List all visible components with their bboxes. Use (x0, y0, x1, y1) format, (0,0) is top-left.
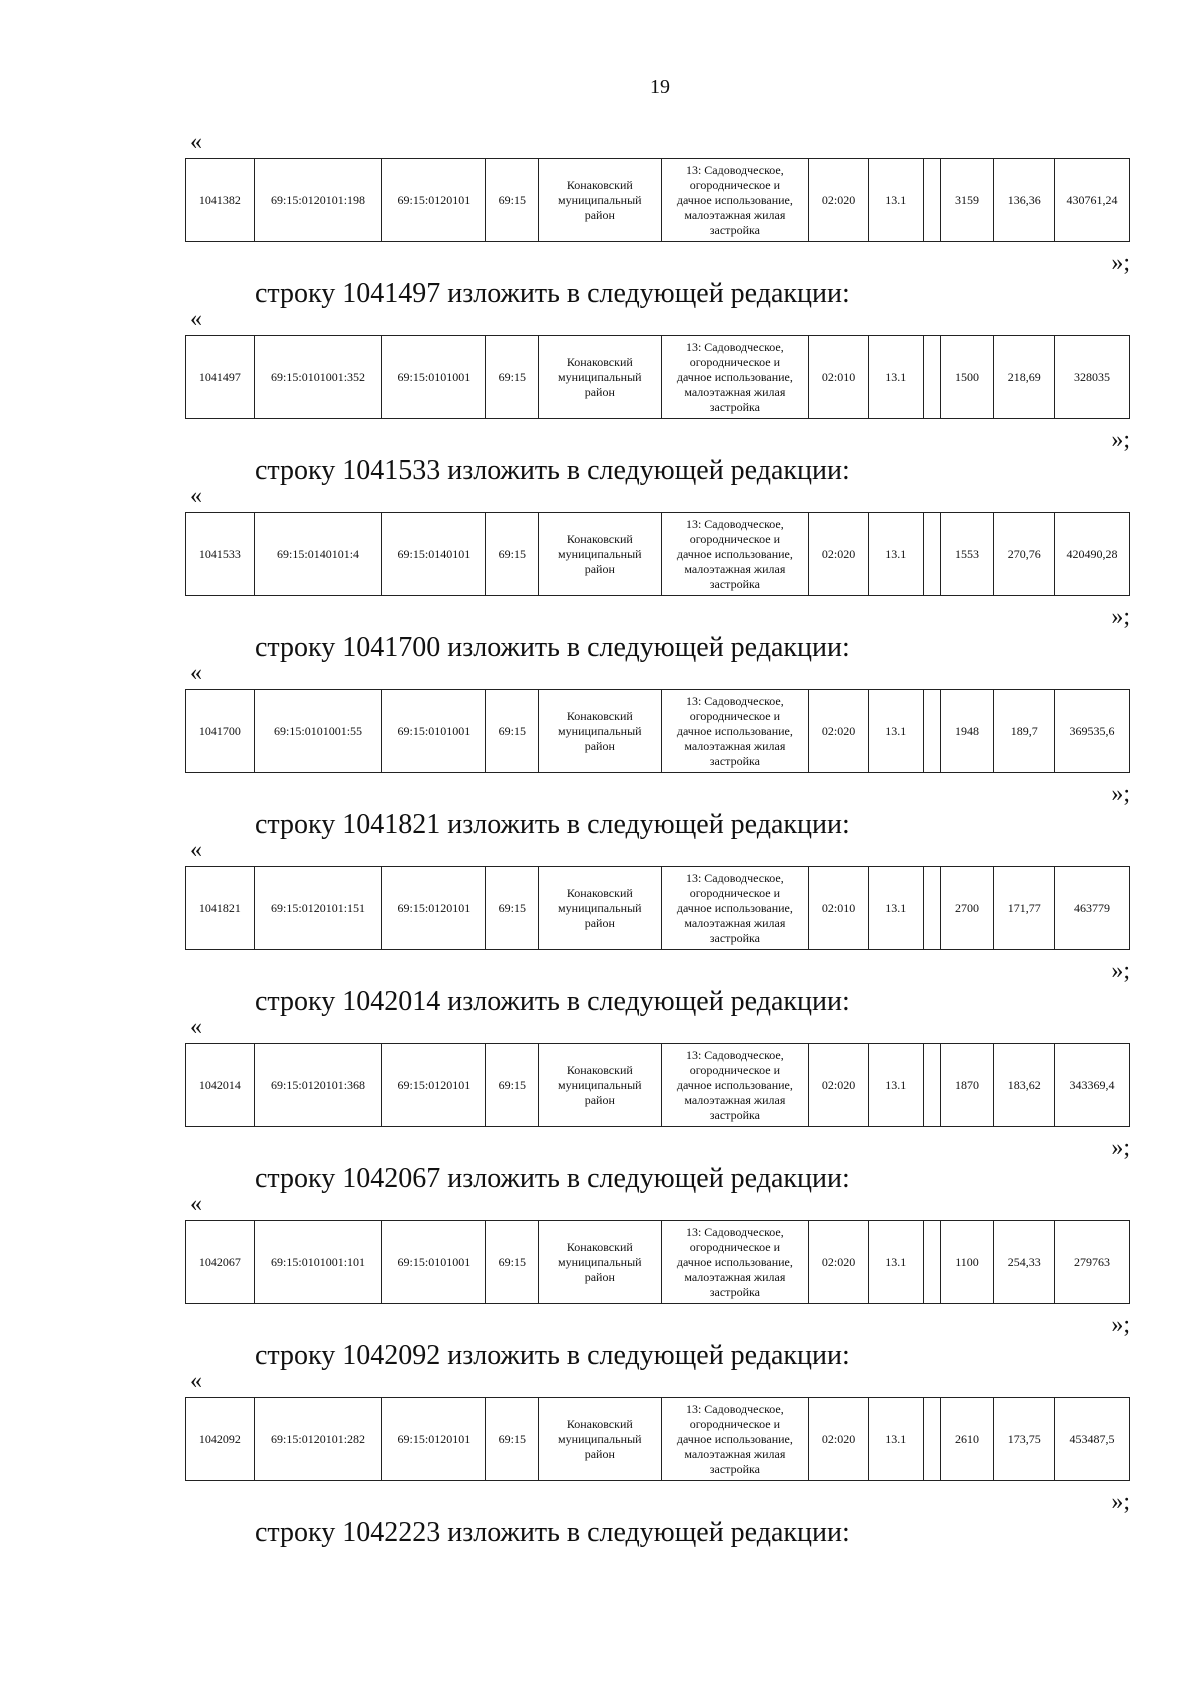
cell-land-use: 13: Садоводческое, огородническое и дачное использование, малоэтажная жилая застройка (661, 1398, 809, 1481)
cell-area: 1870 (940, 1044, 994, 1127)
cell-row-id: 1041497 (186, 336, 255, 419)
cell-row-id: 1041533 (186, 513, 255, 596)
cell-cadastral-quarter: 69:15:0120101 (382, 1044, 486, 1127)
table-row (186, 690, 1130, 773)
cell-municipality: Конаковский муниципальный район (539, 690, 661, 773)
cell-cadastral-value: 453487,5 (1055, 1398, 1130, 1481)
cell-area: 1100 (940, 1221, 994, 1304)
cell-district-code: 69:15 (486, 1221, 539, 1304)
cell-empty (923, 867, 940, 950)
amendment-block (185, 306, 1130, 486)
table-row (186, 336, 1130, 419)
instruction-text: строку 1042014 изложить в следующей редакции: (255, 986, 850, 1017)
amendment-block (185, 1368, 1130, 1548)
cell-group-code: 02:020 (809, 1398, 869, 1481)
cell-specific-value: 270,76 (994, 513, 1055, 596)
cell-cadastral-quarter: 69:15:0140101 (382, 513, 486, 596)
cell-area: 3159 (940, 159, 994, 242)
cell-group-code: 02:020 (809, 513, 869, 596)
cell-subgroup: 13.1 (868, 1221, 923, 1304)
table-row (186, 1221, 1130, 1304)
instruction-text: строку 1042067 изложить в следующей редакции: (255, 1163, 850, 1194)
cell-group-code: 02:010 (809, 867, 869, 950)
register-row-table (185, 512, 1130, 596)
register-row-table (185, 335, 1130, 419)
cell-empty (923, 690, 940, 773)
closing-quote: »; (1111, 781, 1130, 807)
cell-group-code: 02:010 (809, 336, 869, 419)
cell-empty (923, 336, 940, 419)
cell-subgroup: 13.1 (868, 1398, 923, 1481)
cell-cadastral-number: 69:15:0101001:101 (254, 1221, 381, 1304)
opening-quote: « (190, 483, 202, 509)
cell-specific-value: 173,75 (994, 1398, 1055, 1481)
cell-district-code: 69:15 (486, 1044, 539, 1127)
cell-district-code: 69:15 (486, 1398, 539, 1481)
cell-land-use: 13: Садоводческое, огородническое и дачное использование, малоэтажная жилая застройка (661, 513, 809, 596)
instruction-text: строку 1041821 изложить в следующей редакции: (255, 809, 850, 840)
cell-district-code: 69:15 (486, 159, 539, 242)
cell-cadastral-quarter: 69:15:0120101 (382, 1398, 486, 1481)
cell-area: 1553 (940, 513, 994, 596)
cell-cadastral-value: 328035 (1055, 336, 1130, 419)
cell-cadastral-quarter: 69:15:0101001 (382, 690, 486, 773)
opening-quote: « (190, 1014, 202, 1040)
cell-municipality: Конаковский муниципальный район (539, 1221, 661, 1304)
cell-land-use: 13: Садоводческое, огородническое и дачное использование, малоэтажная жилая застройка (661, 867, 809, 950)
cell-cadastral-quarter: 69:15:0101001 (382, 1221, 486, 1304)
cell-area: 2610 (940, 1398, 994, 1481)
cell-specific-value: 254,33 (994, 1221, 1055, 1304)
opening-quote: « (190, 660, 202, 686)
instruction-text: строку 1041700 изложить в следующей редакции: (255, 632, 850, 663)
amendment-block (185, 1191, 1130, 1371)
table-row (186, 159, 1130, 242)
cell-cadastral-number: 69:15:0120101:282 (254, 1398, 381, 1481)
cell-specific-value: 171,77 (994, 867, 1055, 950)
cell-subgroup: 13.1 (868, 867, 923, 950)
table-row (186, 867, 1130, 950)
closing-quote: »; (1111, 604, 1130, 630)
cell-cadastral-number: 69:15:0101001:55 (254, 690, 381, 773)
cell-group-code: 02:020 (809, 1044, 869, 1127)
cell-row-id: 1042092 (186, 1398, 255, 1481)
register-row-table (185, 158, 1130, 242)
cell-cadastral-quarter: 69:15:0101001 (382, 336, 486, 419)
cell-specific-value: 136,36 (994, 159, 1055, 242)
cell-row-id: 1041382 (186, 159, 255, 242)
amendment-block (185, 129, 1130, 309)
cell-cadastral-value: 279763 (1055, 1221, 1130, 1304)
cell-row-id: 1041700 (186, 690, 255, 773)
cell-land-use: 13: Садоводческое, огородническое и дачное использование, малоэтажная жилая застройка (661, 1044, 809, 1127)
closing-quote: »; (1111, 1135, 1130, 1161)
cell-cadastral-number: 69:15:0120101:151 (254, 867, 381, 950)
closing-quote: »; (1111, 1489, 1130, 1515)
page-number: 19 (650, 76, 670, 98)
cell-area: 1948 (940, 690, 994, 773)
cell-cadastral-value: 420490,28 (1055, 513, 1130, 596)
cell-empty (923, 1398, 940, 1481)
cell-district-code: 69:15 (486, 513, 539, 596)
cell-cadastral-number: 69:15:0140101:4 (254, 513, 381, 596)
cell-empty (923, 513, 940, 596)
instruction-text: строку 1041497 изложить в следующей редакции: (255, 278, 850, 309)
instruction-text: строку 1041533 изложить в следующей редакции: (255, 455, 850, 486)
cell-subgroup: 13.1 (868, 513, 923, 596)
opening-quote: « (190, 306, 202, 332)
instruction-text: строку 1042223 изложить в следующей редакции: (255, 1517, 850, 1548)
cell-municipality: Конаковский муниципальный район (539, 1044, 661, 1127)
cell-subgroup: 13.1 (868, 1044, 923, 1127)
cell-municipality: Конаковский муниципальный район (539, 159, 661, 242)
cell-group-code: 02:020 (809, 159, 869, 242)
cell-cadastral-value: 369535,6 (1055, 690, 1130, 773)
closing-quote: »; (1111, 958, 1130, 984)
table-row (186, 513, 1130, 596)
table-row (186, 1044, 1130, 1127)
amendment-block (185, 660, 1130, 840)
cell-cadastral-quarter: 69:15:0120101 (382, 867, 486, 950)
cell-area: 2700 (940, 867, 994, 950)
cell-specific-value: 189,7 (994, 690, 1055, 773)
cell-specific-value: 218,69 (994, 336, 1055, 419)
cell-row-id: 1041821 (186, 867, 255, 950)
register-row-table (185, 866, 1130, 950)
cell-cadastral-number: 69:15:0101001:352 (254, 336, 381, 419)
cell-empty (923, 159, 940, 242)
cell-cadastral-value: 430761,24 (1055, 159, 1130, 242)
cell-land-use: 13: Садоводческое, огородническое и дачное использование, малоэтажная жилая застройка (661, 690, 809, 773)
opening-quote: « (190, 1191, 202, 1217)
cell-subgroup: 13.1 (868, 690, 923, 773)
cell-district-code: 69:15 (486, 690, 539, 773)
cell-subgroup: 13.1 (868, 159, 923, 242)
cell-cadastral-number: 69:15:0120101:368 (254, 1044, 381, 1127)
register-row-table (185, 1220, 1130, 1304)
table-row (186, 1398, 1130, 1481)
cell-cadastral-value: 343369,4 (1055, 1044, 1130, 1127)
closing-quote: »; (1111, 250, 1130, 276)
cell-specific-value: 183,62 (994, 1044, 1055, 1127)
opening-quote: « (190, 1368, 202, 1394)
amendment-block (185, 837, 1130, 1017)
opening-quote: « (190, 837, 202, 863)
cell-municipality: Конаковский муниципальный район (539, 513, 661, 596)
register-row-table (185, 1397, 1130, 1481)
cell-municipality: Конаковский муниципальный район (539, 1398, 661, 1481)
cell-empty (923, 1221, 940, 1304)
cell-district-code: 69:15 (486, 336, 539, 419)
cell-group-code: 02:020 (809, 1221, 869, 1304)
opening-quote: « (190, 129, 202, 155)
cell-subgroup: 13.1 (868, 336, 923, 419)
closing-quote: »; (1111, 1312, 1130, 1338)
cell-row-id: 1042067 (186, 1221, 255, 1304)
cell-row-id: 1042014 (186, 1044, 255, 1127)
cell-municipality: Конаковский муниципальный район (539, 867, 661, 950)
cell-district-code: 69:15 (486, 867, 539, 950)
cell-cadastral-quarter: 69:15:0120101 (382, 159, 486, 242)
closing-quote: »; (1111, 427, 1130, 453)
register-row-table (185, 1043, 1130, 1127)
cell-land-use: 13: Садоводческое, огородническое и дачное использование, малоэтажная жилая застройка (661, 159, 809, 242)
instruction-text: строку 1042092 изложить в следующей редакции: (255, 1340, 850, 1371)
cell-land-use: 13: Садоводческое, огородническое и дачное использование, малоэтажная жилая застройка (661, 1221, 809, 1304)
register-row-table (185, 689, 1130, 773)
cell-empty (923, 1044, 940, 1127)
amendment-block (185, 1014, 1130, 1194)
cell-municipality: Конаковский муниципальный район (539, 336, 661, 419)
cell-area: 1500 (940, 336, 994, 419)
cell-cadastral-number: 69:15:0120101:198 (254, 159, 381, 242)
amendment-block (185, 483, 1130, 663)
cell-land-use: 13: Садоводческое, огородническое и дачное использование, малоэтажная жилая застройка (661, 336, 809, 419)
cell-group-code: 02:020 (809, 690, 869, 773)
cell-cadastral-value: 463779 (1055, 867, 1130, 950)
